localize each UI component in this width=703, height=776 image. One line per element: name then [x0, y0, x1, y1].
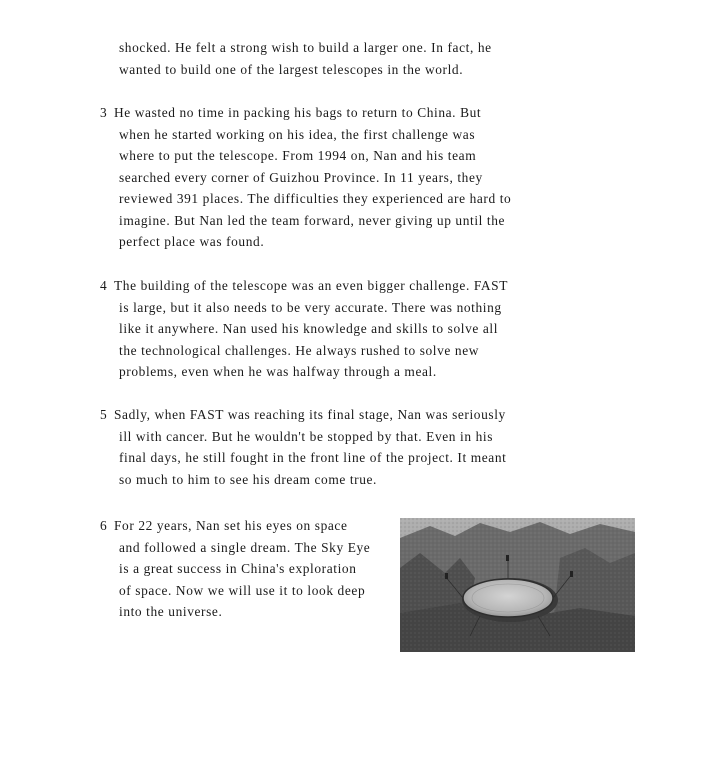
text-line: and followed a single dream. The Sky Eye	[119, 539, 371, 555]
text-line: when he started working on his idea, the first challenge was	[119, 126, 476, 142]
paragraph-number: 6	[100, 518, 108, 533]
text-line: of space. Now we will use it to look deep	[119, 582, 366, 598]
paragraph-6	[100, 515, 370, 623]
text-line: final days, he still fought in the front line of the project. It meant	[119, 450, 507, 465]
paragraph-number: 3	[100, 105, 108, 120]
text-line: 4 The building of the telescope was an even bigger challenge. FAST	[100, 275, 508, 297]
paragraph-3	[100, 102, 511, 253]
text-line: into the universe.	[119, 604, 223, 619]
text-line: wanted to build one of the largest telescopes in the world.	[119, 61, 464, 77]
text-line: is a great success in China's exploration	[119, 561, 357, 576]
paragraph-5	[100, 404, 506, 490]
paragraph-number: 5	[100, 407, 108, 422]
text-line: 6 For 22 years, Nan set his eyes on space	[100, 515, 370, 537]
telescope-dish	[463, 579, 553, 617]
paragraph-intro	[100, 37, 492, 80]
text-line: perfect place was found.	[119, 234, 265, 249]
text-line: imagine. But Nan led the team forward, never giving up until the	[119, 212, 506, 228]
support-tower	[506, 555, 509, 561]
paragraph-number: 4	[100, 278, 108, 293]
text-line: ill with cancer. But he wouldn't be stopped by that. Even in his	[119, 428, 494, 444]
text-line: so much to him to see his dream come true.	[119, 471, 377, 487]
text-line: is large, but it also needs to be very accurate. There was nothing	[119, 299, 502, 315]
text-line: where to put the telescope. From 1994 on, Nan and his team	[119, 148, 477, 163]
telescope-illustration	[400, 518, 635, 652]
text-line: problems, even when he was halfway through a meal.	[119, 364, 437, 379]
text-line: reviewed 391 places. The difficulties they experienced are hard to	[119, 191, 512, 206]
text-line: searched every corner of Guizhou Province. In 11 years, they	[119, 169, 483, 185]
text-line: 5 Sadly, when FAST was reaching its final stage, Nan was seriously	[100, 404, 506, 426]
support-tower	[570, 571, 573, 577]
text-line: like it anywhere. Nan used his knowledge and skills to solve all	[119, 321, 499, 336]
text-line: shocked. He felt a strong wish to build a larger one. In fact, he	[119, 40, 492, 55]
text-line: the technological challenges. He always rushed to solve new	[119, 342, 480, 358]
paragraph-4	[100, 275, 508, 383]
text-line: 3 He wasted no time in packing his bags to return to China. But	[100, 102, 511, 124]
support-tower	[445, 573, 448, 579]
fast-telescope-photo	[400, 518, 635, 652]
